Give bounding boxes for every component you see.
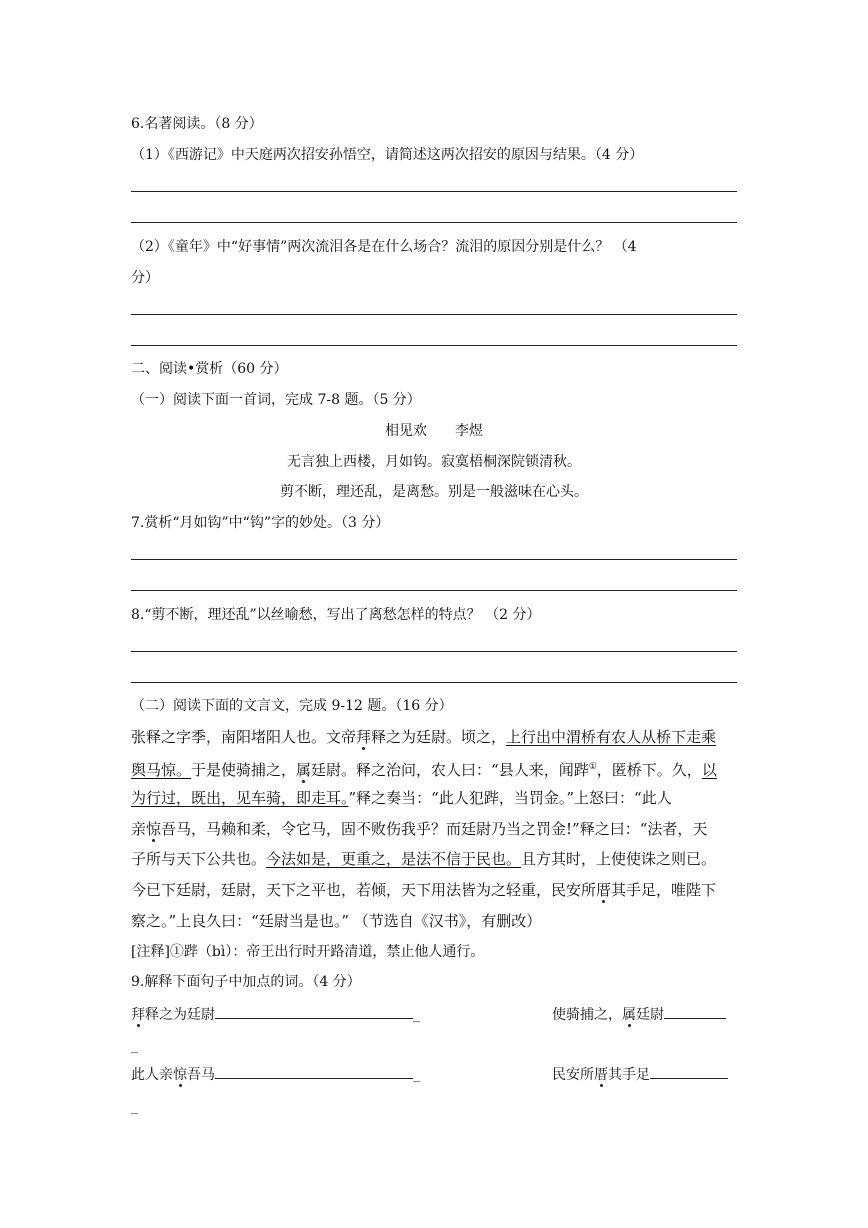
passage-note: [注释]①跸（bì）：帝王出行时开路清道，禁止他人通行。 [131,944,485,960]
answer-line [131,345,737,346]
passage-text: 今已下廷尉，廷尉，天下之平也，若倾，天下用法皆为之轻重，民安所 [131,881,597,899]
passage-line-6 [131,880,737,900]
q9-item-2 [552,1004,726,1025]
passage-text: 廷尉。释之治问，农人曰：“县人来，闻跸 [311,761,589,779]
q6-sub2-line2: 分） [131,270,159,286]
underlined-sentence: 上行出中渭桥有农人从桥下走乘 [506,728,717,746]
answer-line [131,222,737,223]
trail-mark: _ [413,1067,420,1083]
passage-line-1 [131,727,737,747]
q9-item-1 [131,1004,420,1025]
passage-text: 亲 [131,820,147,838]
item-text: 民安所 [552,1067,594,1083]
underlined-sentence: 以 [701,761,717,779]
answer-line [131,314,737,315]
section2-part1: （一）阅读下面一首词，完成 7-8 题。（5 分） [131,392,421,408]
passage-text: 释之为廷尉。顷之， [371,728,507,746]
answer-line [131,559,737,560]
trail-line: _ [131,1038,138,1054]
passage-text: 于是使骑捕之， [191,761,297,779]
dotted-word: 厝 [594,1067,608,1083]
answer-blank[interactable] [215,1064,413,1079]
poem-title: 相见欢 李煜 [385,423,483,439]
q9-item-4 [552,1064,728,1085]
passage-text: 张释之字季，南阳堵阳人也。文帝 [131,728,357,746]
item-text: 吾马 [187,1067,215,1083]
q8-text: 8.“剪不断，理还乱”以丝喻愁，写出了离愁怎样的特点？ （2 分） [131,607,541,623]
answer-blank[interactable] [664,1004,726,1019]
passage-text: 吾马，马赖和柔，令它马，固不败伤我乎？而廷尉乃当之罚金!”释之曰：“法者，天 [161,820,708,838]
passage-line-4 [131,819,737,839]
passage-text: ”释之奏当：“此人犯跸，当罚金。”上怒曰：“此人 [348,789,672,807]
poem-line-1: 无言独上西楼，月如钩。寂寞梧桐深院锁清秋。 [287,454,581,470]
passage-line-2 [131,757,737,780]
q6-sub2-line1: （2）《童年》中“好事情”两次流泪各是在什么场合？流泪的原因分别是什么？ （4 [131,239,637,255]
answer-line [131,651,737,652]
passage-text: 其手足，唯陛下 [611,881,717,899]
passage-text: ，匿桥下。久， [596,761,702,779]
dotted-word: 拜 [131,1007,145,1023]
dotted-word: 惊 [173,1067,187,1083]
underlined-sentence: 舆马惊。 [131,761,192,779]
dotted-word: 拜 [356,728,372,746]
q6-title: 6.名著阅读。（8 分） [131,116,263,132]
passage-line-3 [131,788,737,808]
item-text: 此人亲 [131,1067,173,1083]
passage-text: 子所与天下公共也。 [131,850,267,868]
dotted-word: 惊 [146,820,162,838]
item-text: 廷尉 [636,1007,664,1023]
passage-text: 且方其时，上使使诛之则已。 [521,850,717,868]
answer-line [131,590,737,591]
q6-sub1: （1）《西游记》中天庭两次招安孙悟空，请简述这两次招安的原因与结果。（4 分） [131,147,644,163]
section2-part2: （二）阅读下面的文言文，完成 9-12 题。（16 分） [131,698,453,714]
q9-item-3 [131,1064,420,1085]
section2-title: 二、阅读•赏析（60 分） [131,361,288,377]
item-text: 使骑捕之， [552,1007,622,1023]
answer-blank[interactable] [650,1064,728,1079]
passage-line-5 [131,849,737,869]
q9-title: 9.解释下面句子中加点的词。（4 分） [131,974,361,990]
answer-line [131,682,737,683]
passage-line-7: 察之。”上良久曰：“廷尉当是也。” （节选自《汉书》，有删改） [131,912,542,930]
answer-line [131,191,737,192]
dotted-word: 属 [622,1007,636,1023]
trail-mark: _ [413,1007,420,1023]
trail-line: _ [131,1099,138,1115]
q7-text: 7.赏析“月如钩”中“钩”字的妙处。（3 分） [131,515,390,531]
underlined-sentence: 为行过，既出，见车骑，即走耳。 [131,789,349,807]
dotted-word: 厝 [596,881,612,899]
poem-line-2: 剪不断，理还乱，是离愁。别是一般滋味在心头。 [280,484,588,500]
item-text: 其手足 [608,1067,650,1083]
item-text: 释之为廷尉 [145,1007,215,1023]
footnote-marker: ① [588,762,597,772]
answer-blank[interactable] [215,1004,413,1019]
underlined-sentence: 今法如是，更重之，是法不信于民也。 [266,850,522,868]
dotted-word: 属 [296,761,312,779]
